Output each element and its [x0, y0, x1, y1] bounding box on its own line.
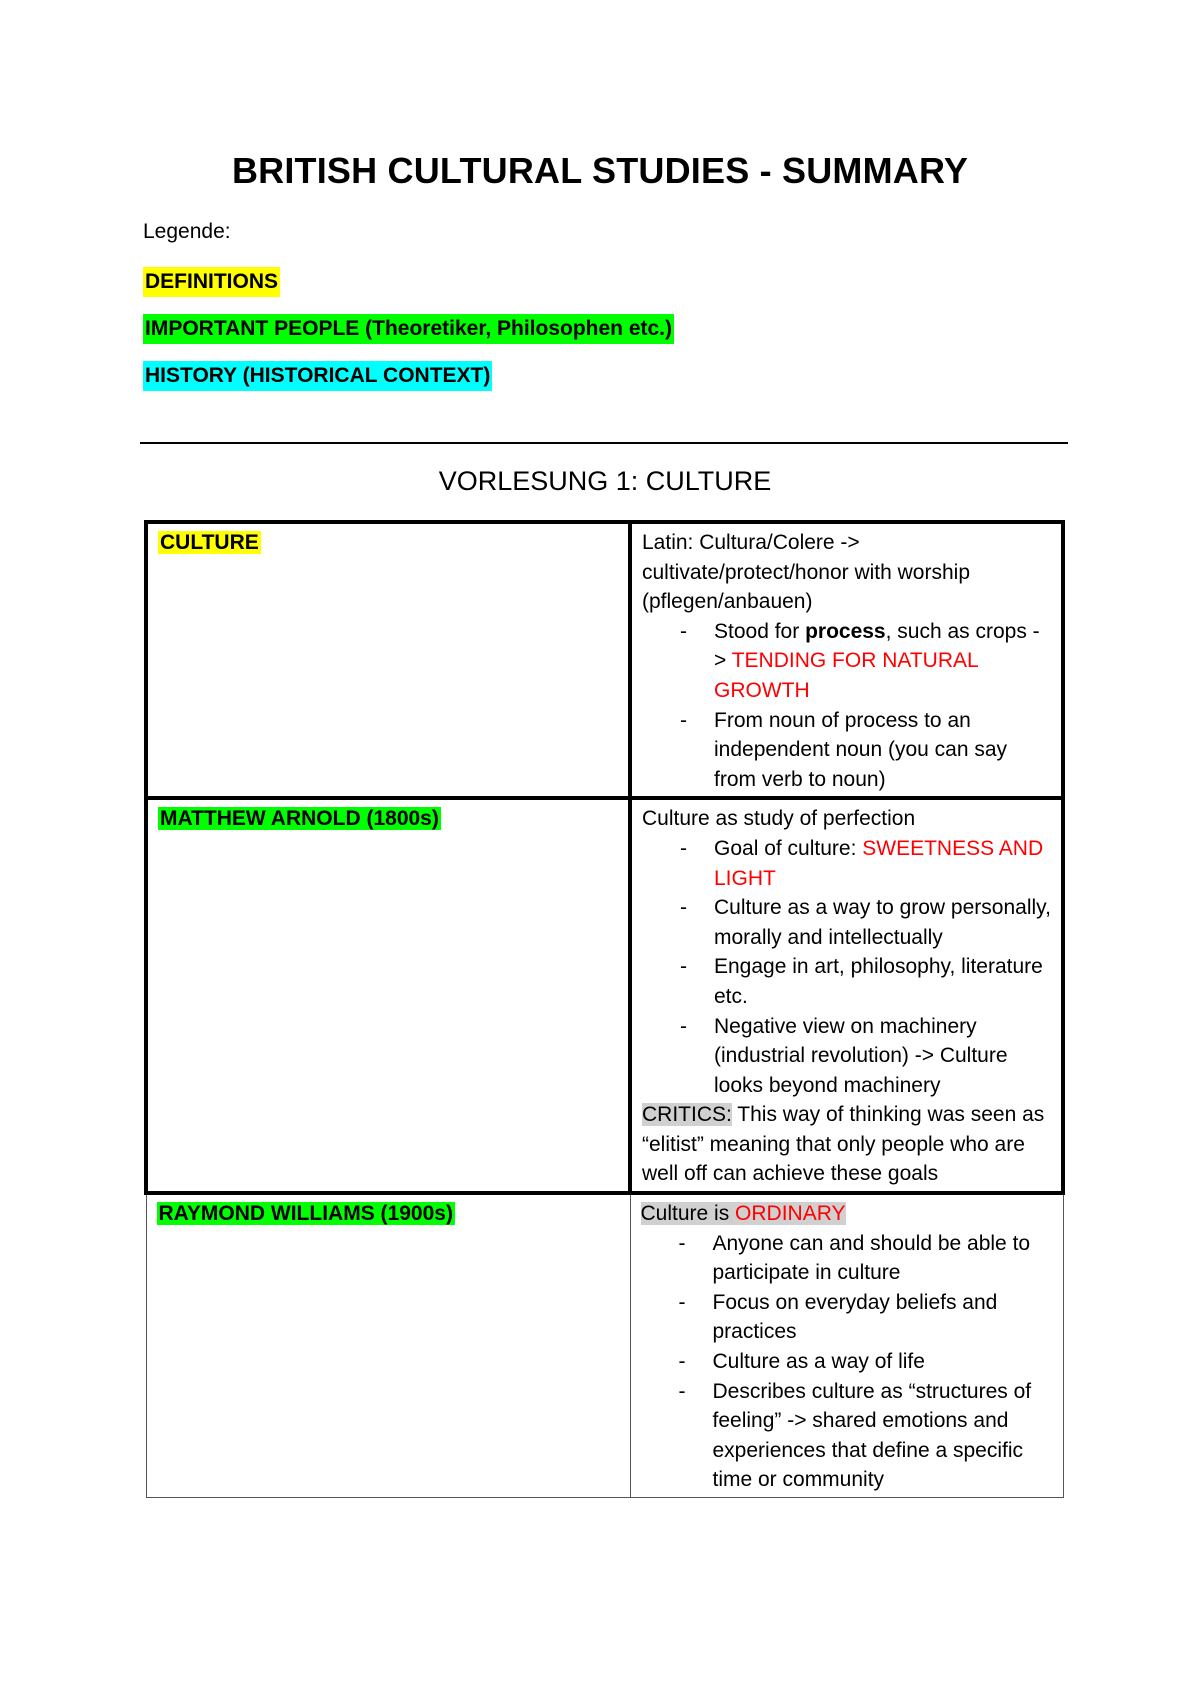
- term-matthew-arnold: MATTHEW ARNOLD (1800s): [160, 807, 439, 831]
- notes-table: [144, 520, 1065, 1498]
- list-item: - Culture as a way of life: [641, 1347, 1053, 1377]
- list-item: - Describes culture as “structures of feeling” -> shared emotions and experiences that define a specific time or community: [641, 1377, 1053, 1495]
- table-row: [146, 798, 1063, 1193]
- note-intro: Culture is ORDINARY: [640, 1202, 846, 1226]
- list-item: - Goal of culture: SWEETNESS AND LIGHT: [642, 834, 1051, 893]
- notes-cell: [630, 1193, 1063, 1497]
- term-culture: CULTURE: [160, 531, 259, 554]
- legend-important-people: IMPORTANT PEOPLE (Theoretiker, Philosophen etc.): [143, 314, 674, 344]
- term-cell: [146, 798, 630, 1193]
- list-item: - Anyone can and should be able to participate in culture: [641, 1229, 1053, 1288]
- lecture-title: VORLESUNG 1: CULTURE: [438, 466, 772, 496]
- note-intro: Culture as study of perfection: [642, 807, 916, 831]
- bullet-list: [641, 1229, 1053, 1495]
- list-item: - Engage in art, philosophy, literature etc.: [642, 952, 1051, 1011]
- list-item: - Culture as a way to grow personally, morally and intellectually: [642, 893, 1051, 952]
- emphasis-text: TENDING FOR NATURAL GROWTH: [714, 649, 978, 702]
- legend-definitions: DEFINITIONS: [143, 267, 280, 297]
- list-item: - Focus on everyday beliefs and practices: [641, 1288, 1053, 1347]
- critics-label: CRITICS:: [642, 1103, 732, 1127]
- term-raymond-williams: RAYMOND WILLIAMS (1900s): [158, 1202, 453, 1226]
- critics-note: CRITICS: This way of thinking was seen as “elitist” meaning that only people who are well off can achieve these goals: [642, 1103, 1045, 1186]
- legend-label: Legende:: [143, 220, 231, 243]
- legend-history: HISTORY (HISTORICAL CONTEXT): [143, 361, 492, 391]
- table-row: [146, 522, 1063, 798]
- note-intro: Latin: Cultura/Colere -> cultivate/protect/honor with worship (pflegen/anbauen): [642, 531, 970, 614]
- notes-cell: [630, 798, 1063, 1193]
- bullet-list: [642, 617, 1051, 795]
- table-row: [146, 1193, 1063, 1497]
- emphasis-text: SWEETNESS AND LIGHT: [714, 836, 1044, 890]
- section-divider: [140, 442, 1068, 444]
- notes-cell: [630, 522, 1063, 798]
- document-title: BRITISH CULTURAL STUDIES - SUMMARY: [231, 150, 969, 191]
- bullet-list: [642, 834, 1051, 1100]
- term-cell: [146, 522, 630, 798]
- emphasis-text: ORDINARY: [735, 1202, 846, 1226]
- list-item: - Stood for process, such as crops -> TENDING FOR NATURAL GROWTH: [642, 617, 1051, 706]
- list-item: - Negative view on machinery (industrial revolution) -> Culture looks beyond machinery: [642, 1012, 1051, 1101]
- list-item: - From noun of process to an independent noun (you can say from verb to noun): [642, 706, 1051, 795]
- term-cell: [146, 1193, 630, 1497]
